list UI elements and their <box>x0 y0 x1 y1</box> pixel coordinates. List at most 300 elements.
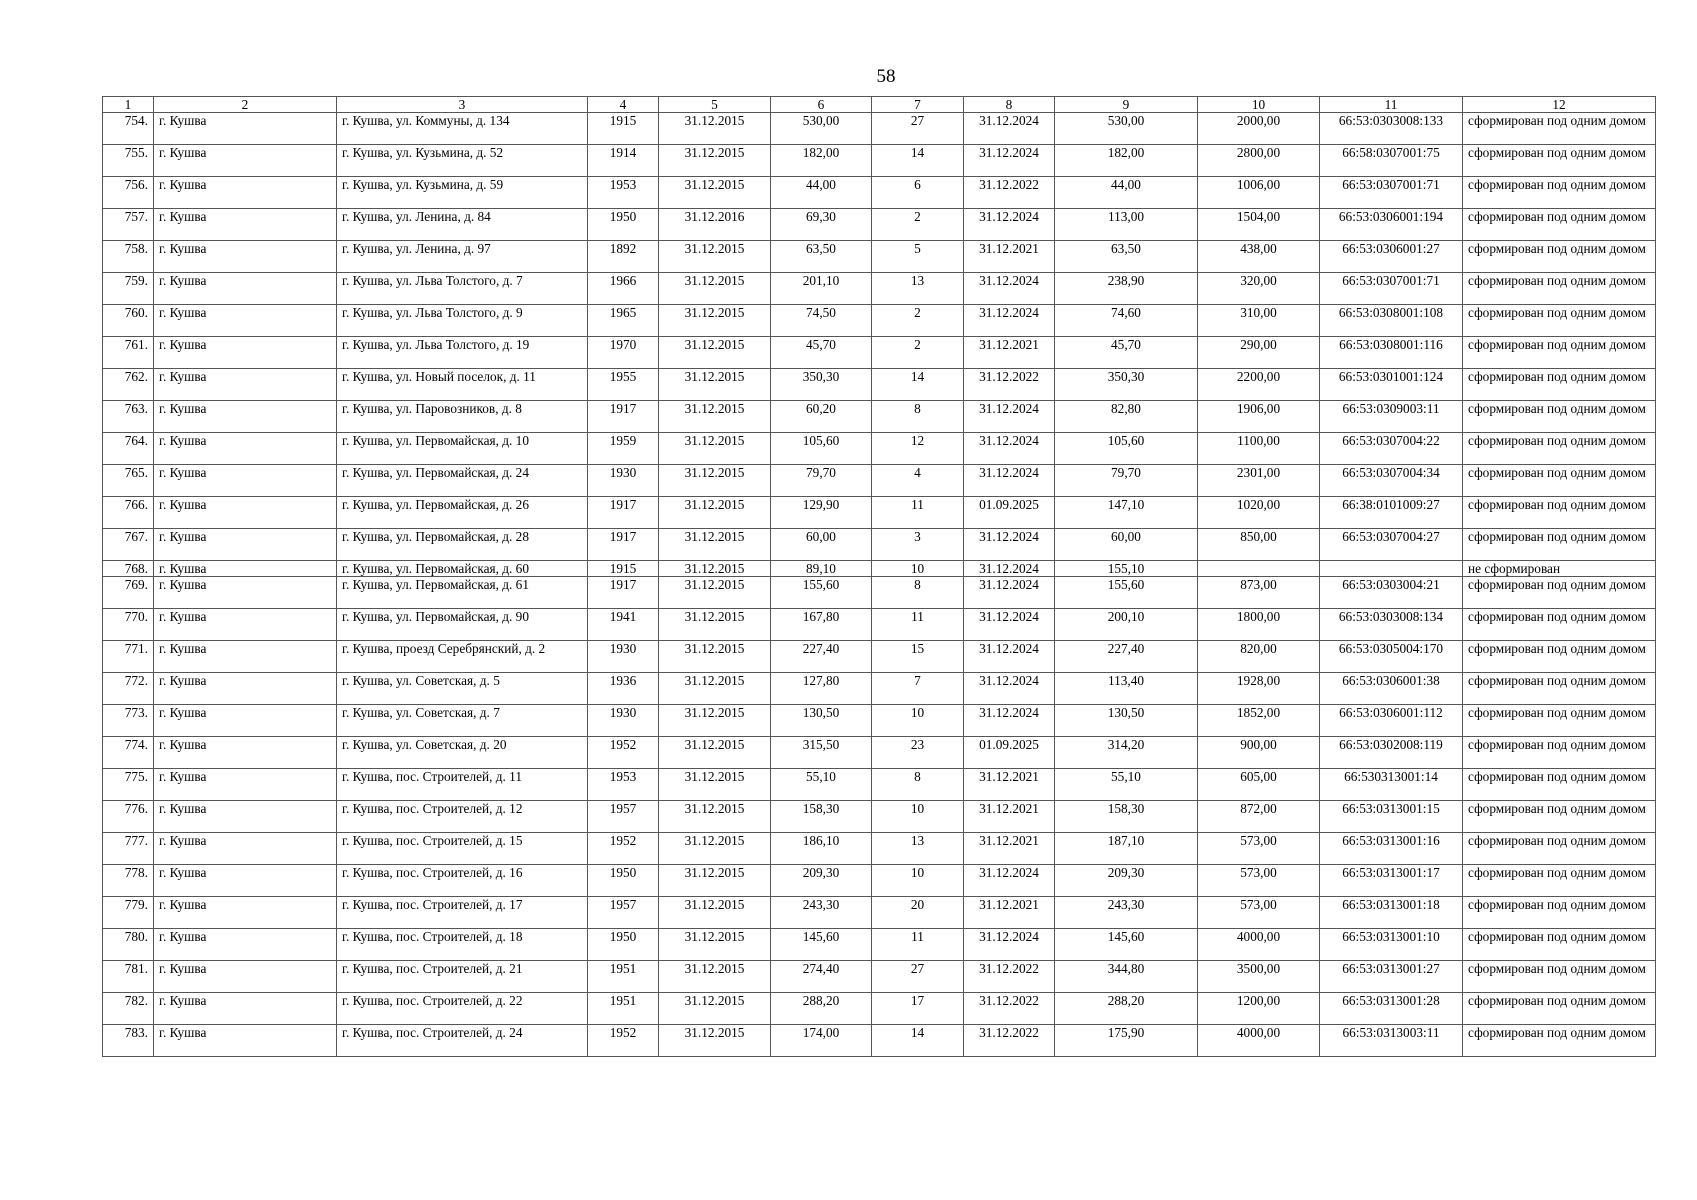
cell-settlement: г. Кушва <box>154 145 337 177</box>
cell-planned-date: 31.12.2022 <box>964 961 1055 993</box>
cell-date: 31.12.2015 <box>659 433 771 465</box>
cell-address: г. Кушва, пос. Строителей, д. 15 <box>337 833 588 865</box>
cell-cadastral-number: 66:53:0313001:16 <box>1320 833 1463 865</box>
cell-land-area: 1928,00 <box>1198 673 1320 705</box>
cell-land-status: сформирован под одним домом <box>1463 529 1656 561</box>
cell-row-number: 768. <box>103 561 154 577</box>
cell-planned-date: 31.12.2021 <box>964 833 1055 865</box>
cell-year-built: 1952 <box>588 1025 659 1057</box>
cell-planned-date: 31.12.2024 <box>964 673 1055 705</box>
cell-area-total: 209,30 <box>771 865 872 897</box>
housing-registry-table <box>102 96 1656 1057</box>
cell-settlement: г. Кушва <box>154 273 337 305</box>
cell-land-area: 1800,00 <box>1198 609 1320 641</box>
cell-area-living: 288,20 <box>1055 993 1198 1025</box>
cell-year-built: 1950 <box>588 209 659 241</box>
cell-cadastral-number: 66:58:0307001:75 <box>1320 145 1463 177</box>
cell-residents-count: 10 <box>872 865 964 897</box>
cell-area-total: 288,20 <box>771 993 872 1025</box>
cell-planned-date: 31.12.2024 <box>964 113 1055 145</box>
table-row <box>103 1025 1656 1057</box>
cell-date: 31.12.2015 <box>659 833 771 865</box>
cell-area-total: 44,00 <box>771 177 872 209</box>
cell-land-area: 820,00 <box>1198 641 1320 673</box>
cell-cadastral-number: 66:53:0303004:21 <box>1320 577 1463 609</box>
cell-year-built: 1952 <box>588 737 659 769</box>
cell-land-status: сформирован под одним домом <box>1463 769 1656 801</box>
cell-year-built: 1970 <box>588 337 659 369</box>
cell-residents-count: 14 <box>872 369 964 401</box>
cell-area-total: 89,10 <box>771 561 872 577</box>
column-header-7: 7 <box>872 97 964 113</box>
cell-land-status: сформирован под одним домом <box>1463 833 1656 865</box>
cell-land-area: 310,00 <box>1198 305 1320 337</box>
cell-land-area: 573,00 <box>1198 833 1320 865</box>
cell-residents-count: 5 <box>872 241 964 273</box>
cell-residents-count: 8 <box>872 769 964 801</box>
cell-year-built: 1917 <box>588 401 659 433</box>
cell-planned-date: 31.12.2024 <box>964 433 1055 465</box>
table-row <box>103 737 1656 769</box>
cell-year-built: 1930 <box>588 641 659 673</box>
cell-settlement: г. Кушва <box>154 737 337 769</box>
cell-year-built: 1957 <box>588 801 659 833</box>
cell-cadastral-number: 66:53:0309003:11 <box>1320 401 1463 433</box>
cell-date: 31.12.2015 <box>659 705 771 737</box>
cell-address: г. Кушва, ул. Первомайская, д. 24 <box>337 465 588 497</box>
cell-residents-count: 10 <box>872 801 964 833</box>
cell-land-status: сформирован под одним домом <box>1463 401 1656 433</box>
table-row <box>103 865 1656 897</box>
cell-planned-date: 31.12.2024 <box>964 641 1055 673</box>
cell-address: г. Кушва, пос. Строителей, д. 24 <box>337 1025 588 1057</box>
cell-land-area: 2301,00 <box>1198 465 1320 497</box>
cell-date: 31.12.2015 <box>659 609 771 641</box>
cell-planned-date: 31.12.2024 <box>964 209 1055 241</box>
cell-row-number: 763. <box>103 401 154 433</box>
cell-address: г. Кушва, пос. Строителей, д. 16 <box>337 865 588 897</box>
cell-address: г. Кушва, проезд Серебрянский, д. 2 <box>337 641 588 673</box>
cell-area-total: 158,30 <box>771 801 872 833</box>
cell-address: г. Кушва, ул. Ленина, д. 84 <box>337 209 588 241</box>
cell-planned-date: 31.12.2024 <box>964 401 1055 433</box>
cell-address: г. Кушва, пос. Строителей, д. 18 <box>337 929 588 961</box>
cell-planned-date: 31.12.2024 <box>964 273 1055 305</box>
cell-settlement: г. Кушва <box>154 897 337 929</box>
cell-date: 31.12.2015 <box>659 1025 771 1057</box>
table-row <box>103 673 1656 705</box>
cell-year-built: 1965 <box>588 305 659 337</box>
cell-area-living: 130,50 <box>1055 705 1198 737</box>
cell-settlement: г. Кушва <box>154 337 337 369</box>
cell-cadastral-number: 66:38:0101009:27 <box>1320 497 1463 529</box>
cell-area-living: 243,30 <box>1055 897 1198 929</box>
cell-residents-count: 20 <box>872 897 964 929</box>
cell-land-status: сформирован под одним домом <box>1463 241 1656 273</box>
cell-year-built: 1959 <box>588 433 659 465</box>
cell-area-living: 227,40 <box>1055 641 1198 673</box>
cell-year-built: 1950 <box>588 929 659 961</box>
cell-year-built: 1941 <box>588 609 659 641</box>
cell-land-area: 872,00 <box>1198 801 1320 833</box>
cell-row-number: 755. <box>103 145 154 177</box>
cell-area-total: 130,50 <box>771 705 872 737</box>
cell-date: 31.12.2015 <box>659 273 771 305</box>
cell-area-living: 79,70 <box>1055 465 1198 497</box>
cell-land-area: 873,00 <box>1198 577 1320 609</box>
cell-address: г. Кушва, ул. Первомайская, д. 28 <box>337 529 588 561</box>
table-body <box>103 113 1656 1057</box>
table-row <box>103 465 1656 497</box>
column-header-2: 2 <box>154 97 337 113</box>
cell-cadastral-number: 66:53:0306001:112 <box>1320 705 1463 737</box>
cell-land-status: сформирован под одним домом <box>1463 929 1656 961</box>
cell-cadastral-number: 66:53:0313001:27 <box>1320 961 1463 993</box>
cell-planned-date: 31.12.2021 <box>964 897 1055 929</box>
cell-cadastral-number: 66:53:0303008:134 <box>1320 609 1463 641</box>
cell-land-status: сформирован под одним домом <box>1463 961 1656 993</box>
cell-area-total: 201,10 <box>771 273 872 305</box>
cell-cadastral-number: 66:53:0302008:119 <box>1320 737 1463 769</box>
cell-residents-count: 14 <box>872 145 964 177</box>
cell-settlement: г. Кушва <box>154 369 337 401</box>
cell-date: 31.12.2015 <box>659 145 771 177</box>
column-header-8: 8 <box>964 97 1055 113</box>
cell-address: г. Кушва, ул. Льва Толстого, д. 19 <box>337 337 588 369</box>
cell-area-living: 113,40 <box>1055 673 1198 705</box>
cell-area-living: 209,30 <box>1055 865 1198 897</box>
cell-year-built: 1951 <box>588 961 659 993</box>
table-row <box>103 497 1656 529</box>
cell-area-living: 105,60 <box>1055 433 1198 465</box>
cell-row-number: 767. <box>103 529 154 561</box>
cell-address: г. Кушва, ул. Первомайская, д. 61 <box>337 577 588 609</box>
cell-land-area: 900,00 <box>1198 737 1320 769</box>
cell-cadastral-number: 66:53:0313001:10 <box>1320 929 1463 961</box>
cell-date: 31.12.2015 <box>659 241 771 273</box>
cell-land-area: 573,00 <box>1198 897 1320 929</box>
cell-row-number: 772. <box>103 673 154 705</box>
cell-land-area: 4000,00 <box>1198 1025 1320 1057</box>
cell-address: г. Кушва, пос. Строителей, д. 17 <box>337 897 588 929</box>
cell-settlement: г. Кушва <box>154 865 337 897</box>
table-row <box>103 993 1656 1025</box>
cell-row-number: 756. <box>103 177 154 209</box>
column-header-5: 5 <box>659 97 771 113</box>
cell-date: 31.12.2015 <box>659 113 771 145</box>
cell-cadastral-number: 66:53:0313003:11 <box>1320 1025 1463 1057</box>
cell-area-total: 105,60 <box>771 433 872 465</box>
cell-address: г. Кушва, ул. Кузьмина, д. 59 <box>337 177 588 209</box>
cell-planned-date: 31.12.2021 <box>964 769 1055 801</box>
cell-row-number: 775. <box>103 769 154 801</box>
page-number: 58 <box>876 66 896 87</box>
cell-planned-date: 31.12.2022 <box>964 369 1055 401</box>
cell-address: г. Кушва, ул. Первомайская, д. 26 <box>337 497 588 529</box>
cell-row-number: 778. <box>103 865 154 897</box>
cell-area-living: 45,70 <box>1055 337 1198 369</box>
cell-land-status: сформирован под одним домом <box>1463 369 1656 401</box>
table-row <box>103 961 1656 993</box>
cell-year-built: 1950 <box>588 865 659 897</box>
cell-cadastral-number: 66:53:0313001:18 <box>1320 897 1463 929</box>
cell-area-living: 175,90 <box>1055 1025 1198 1057</box>
cell-year-built: 1952 <box>588 833 659 865</box>
cell-year-built: 1917 <box>588 529 659 561</box>
cell-area-total: 315,50 <box>771 737 872 769</box>
cell-planned-date: 31.12.2024 <box>964 529 1055 561</box>
cell-residents-count: 7 <box>872 673 964 705</box>
cell-land-status: сформирован под одним домом <box>1463 865 1656 897</box>
cell-row-number: 770. <box>103 609 154 641</box>
cell-land-area: 850,00 <box>1198 529 1320 561</box>
cell-cadastral-number: 66:53:0307004:22 <box>1320 433 1463 465</box>
cell-residents-count: 6 <box>872 177 964 209</box>
cell-settlement: г. Кушва <box>154 113 337 145</box>
cell-area-living: 187,10 <box>1055 833 1198 865</box>
cell-area-total: 182,00 <box>771 145 872 177</box>
table-row <box>103 833 1656 865</box>
cell-area-total: 55,10 <box>771 769 872 801</box>
table-row <box>103 801 1656 833</box>
cell-residents-count: 2 <box>872 337 964 369</box>
cell-row-number: 760. <box>103 305 154 337</box>
cell-cadastral-number: 66:53:0306001:38 <box>1320 673 1463 705</box>
cell-cadastral-number: 66:53:0308001:116 <box>1320 337 1463 369</box>
cell-land-area: 573,00 <box>1198 865 1320 897</box>
cell-land-status: сформирован под одним домом <box>1463 113 1656 145</box>
table-row <box>103 145 1656 177</box>
cell-year-built: 1955 <box>588 369 659 401</box>
cell-row-number: 782. <box>103 993 154 1025</box>
cell-land-status: сформирован под одним домом <box>1463 993 1656 1025</box>
cell-row-number: 780. <box>103 929 154 961</box>
cell-land-status: сформирован под одним домом <box>1463 433 1656 465</box>
cell-residents-count: 11 <box>872 497 964 529</box>
cell-row-number: 758. <box>103 241 154 273</box>
cell-land-status: сформирован под одним домом <box>1463 465 1656 497</box>
cell-land-status: сформирован под одним домом <box>1463 673 1656 705</box>
cell-date: 31.12.2015 <box>659 961 771 993</box>
cell-settlement: г. Кушва <box>154 561 337 577</box>
cell-area-total: 350,30 <box>771 369 872 401</box>
cell-row-number: 761. <box>103 337 154 369</box>
cell-residents-count: 11 <box>872 929 964 961</box>
cell-settlement: г. Кушва <box>154 641 337 673</box>
cell-year-built: 1930 <box>588 705 659 737</box>
cell-area-living: 147,10 <box>1055 497 1198 529</box>
cell-row-number: 766. <box>103 497 154 529</box>
table-row <box>103 177 1656 209</box>
cell-residents-count: 14 <box>872 1025 964 1057</box>
cell-land-area: 1100,00 <box>1198 433 1320 465</box>
cell-planned-date: 31.12.2024 <box>964 865 1055 897</box>
cell-land-area: 1200,00 <box>1198 993 1320 1025</box>
cell-land-status: сформирован под одним домом <box>1463 609 1656 641</box>
cell-residents-count: 23 <box>872 737 964 769</box>
cell-land-status: сформирован под одним домом <box>1463 177 1656 209</box>
table-row <box>103 113 1656 145</box>
cell-date: 31.12.2015 <box>659 737 771 769</box>
cell-land-area: 290,00 <box>1198 337 1320 369</box>
cell-residents-count: 4 <box>872 465 964 497</box>
cell-year-built: 1953 <box>588 769 659 801</box>
cell-address: г. Кушва, ул. Советская, д. 20 <box>337 737 588 769</box>
cell-land-area: 438,00 <box>1198 241 1320 273</box>
cell-date: 31.12.2015 <box>659 993 771 1025</box>
cell-area-total: 530,00 <box>771 113 872 145</box>
cell-land-area: 1852,00 <box>1198 705 1320 737</box>
cell-area-total: 274,40 <box>771 961 872 993</box>
column-header-4: 4 <box>588 97 659 113</box>
cell-settlement: г. Кушва <box>154 177 337 209</box>
cell-settlement: г. Кушва <box>154 401 337 433</box>
cell-land-status: сформирован под одним домом <box>1463 737 1656 769</box>
cell-land-area: 4000,00 <box>1198 929 1320 961</box>
cell-planned-date: 31.12.2022 <box>964 177 1055 209</box>
cell-planned-date: 31.12.2024 <box>964 705 1055 737</box>
cell-cadastral-number: 66:53:0306001:27 <box>1320 241 1463 273</box>
cell-settlement: г. Кушва <box>154 577 337 609</box>
cell-area-living: 44,00 <box>1055 177 1198 209</box>
cell-area-total: 60,00 <box>771 529 872 561</box>
cell-planned-date: 31.12.2021 <box>964 801 1055 833</box>
cell-cadastral-number: 66:53:0303008:133 <box>1320 113 1463 145</box>
cell-settlement: г. Кушва <box>154 465 337 497</box>
cell-settlement: г. Кушва <box>154 993 337 1025</box>
cell-planned-date: 31.12.2021 <box>964 337 1055 369</box>
cell-residents-count: 10 <box>872 561 964 577</box>
cell-address: г. Кушва, пос. Строителей, д. 11 <box>337 769 588 801</box>
cell-settlement: г. Кушва <box>154 1025 337 1057</box>
cell-date: 31.12.2015 <box>659 929 771 961</box>
cell-land-area: 2000,00 <box>1198 113 1320 145</box>
cell-address: г. Кушва, ул. Первомайская, д. 60 <box>337 561 588 577</box>
cell-address: г. Кушва, пос. Строителей, д. 12 <box>337 801 588 833</box>
cell-land-area: 605,00 <box>1198 769 1320 801</box>
cell-land-status: сформирован под одним домом <box>1463 577 1656 609</box>
cell-date: 31.12.2015 <box>659 497 771 529</box>
cell-year-built: 1953 <box>588 177 659 209</box>
cell-date: 31.12.2015 <box>659 337 771 369</box>
cell-land-status: сформирован под одним домом <box>1463 273 1656 305</box>
table-row <box>103 769 1656 801</box>
cell-cadastral-number: 66:53:0307004:34 <box>1320 465 1463 497</box>
cell-area-total: 129,90 <box>771 497 872 529</box>
cell-land-status: сформирован под одним домом <box>1463 209 1656 241</box>
cell-area-living: 530,00 <box>1055 113 1198 145</box>
cell-row-number: 769. <box>103 577 154 609</box>
cell-area-living: 182,00 <box>1055 145 1198 177</box>
cell-area-living: 60,00 <box>1055 529 1198 561</box>
cell-row-number: 754. <box>103 113 154 145</box>
cell-year-built: 1892 <box>588 241 659 273</box>
cell-area-total: 186,10 <box>771 833 872 865</box>
cell-residents-count: 2 <box>872 209 964 241</box>
cell-row-number: 773. <box>103 705 154 737</box>
cell-cadastral-number: 66:53:0313001:17 <box>1320 865 1463 897</box>
cell-settlement: г. Кушва <box>154 961 337 993</box>
cell-area-total: 60,20 <box>771 401 872 433</box>
cell-land-status: сформирован под одним домом <box>1463 305 1656 337</box>
cell-residents-count: 17 <box>872 993 964 1025</box>
cell-land-area: 1006,00 <box>1198 177 1320 209</box>
cell-settlement: г. Кушва <box>154 497 337 529</box>
cell-cadastral-number: 66:53:0307001:71 <box>1320 177 1463 209</box>
cell-area-total: 127,80 <box>771 673 872 705</box>
table-row <box>103 305 1656 337</box>
cell-residents-count: 27 <box>872 961 964 993</box>
cell-row-number: 777. <box>103 833 154 865</box>
column-header-9: 9 <box>1055 97 1198 113</box>
table-row <box>103 897 1656 929</box>
cell-land-status: сформирован под одним домом <box>1463 801 1656 833</box>
cell-residents-count: 3 <box>872 529 964 561</box>
cell-area-total: 243,30 <box>771 897 872 929</box>
cell-year-built: 1930 <box>588 465 659 497</box>
cell-settlement: г. Кушва <box>154 241 337 273</box>
cell-cadastral-number: 66:53:0307004:27 <box>1320 529 1463 561</box>
cell-area-living: 55,10 <box>1055 769 1198 801</box>
cell-cadastral-number: 66:53:0313001:15 <box>1320 801 1463 833</box>
cell-year-built: 1951 <box>588 993 659 1025</box>
cell-area-living: 350,30 <box>1055 369 1198 401</box>
column-header-6: 6 <box>771 97 872 113</box>
cell-settlement: г. Кушва <box>154 433 337 465</box>
cell-row-number: 759. <box>103 273 154 305</box>
cell-area-total: 63,50 <box>771 241 872 273</box>
cell-year-built: 1966 <box>588 273 659 305</box>
cell-date: 31.12.2015 <box>659 769 771 801</box>
cell-land-area: 320,00 <box>1198 273 1320 305</box>
cell-land-area: 2200,00 <box>1198 369 1320 401</box>
column-number-header-row <box>103 97 1656 113</box>
cell-year-built: 1917 <box>588 577 659 609</box>
cell-address: г. Кушва, ул. Льва Толстого, д. 9 <box>337 305 588 337</box>
cell-land-status: сформирован под одним домом <box>1463 641 1656 673</box>
cell-settlement: г. Кушва <box>154 929 337 961</box>
table-row <box>103 241 1656 273</box>
cell-residents-count: 10 <box>872 705 964 737</box>
cell-area-total: 45,70 <box>771 337 872 369</box>
cell-date: 31.12.2015 <box>659 305 771 337</box>
table-row <box>103 929 1656 961</box>
table-row <box>103 561 1656 577</box>
cell-planned-date: 01.09.2025 <box>964 737 1055 769</box>
table-row <box>103 369 1656 401</box>
cell-area-living: 74,60 <box>1055 305 1198 337</box>
cell-cadastral-number: 66:53:0306001:194 <box>1320 209 1463 241</box>
cell-year-built: 1936 <box>588 673 659 705</box>
cell-area-total: 145,60 <box>771 929 872 961</box>
cell-area-living: 113,00 <box>1055 209 1198 241</box>
cell-settlement: г. Кушва <box>154 705 337 737</box>
cell-land-area: 1504,00 <box>1198 209 1320 241</box>
cell-area-living: 145,60 <box>1055 929 1198 961</box>
cell-address: г. Кушва, ул. Кузьмина, д. 52 <box>337 145 588 177</box>
cell-area-total: 74,50 <box>771 305 872 337</box>
cell-residents-count: 12 <box>872 433 964 465</box>
cell-date: 31.12.2016 <box>659 209 771 241</box>
cell-address: г. Кушва, ул. Первомайская, д. 10 <box>337 433 588 465</box>
column-header-10: 10 <box>1198 97 1320 113</box>
cell-date: 31.12.2015 <box>659 177 771 209</box>
cell-cadastral-number: 66:53:0301001:124 <box>1320 369 1463 401</box>
cell-planned-date: 31.12.2022 <box>964 1025 1055 1057</box>
cell-land-status: сформирован под одним домом <box>1463 705 1656 737</box>
cell-residents-count: 8 <box>872 401 964 433</box>
cell-year-built: 1917 <box>588 497 659 529</box>
